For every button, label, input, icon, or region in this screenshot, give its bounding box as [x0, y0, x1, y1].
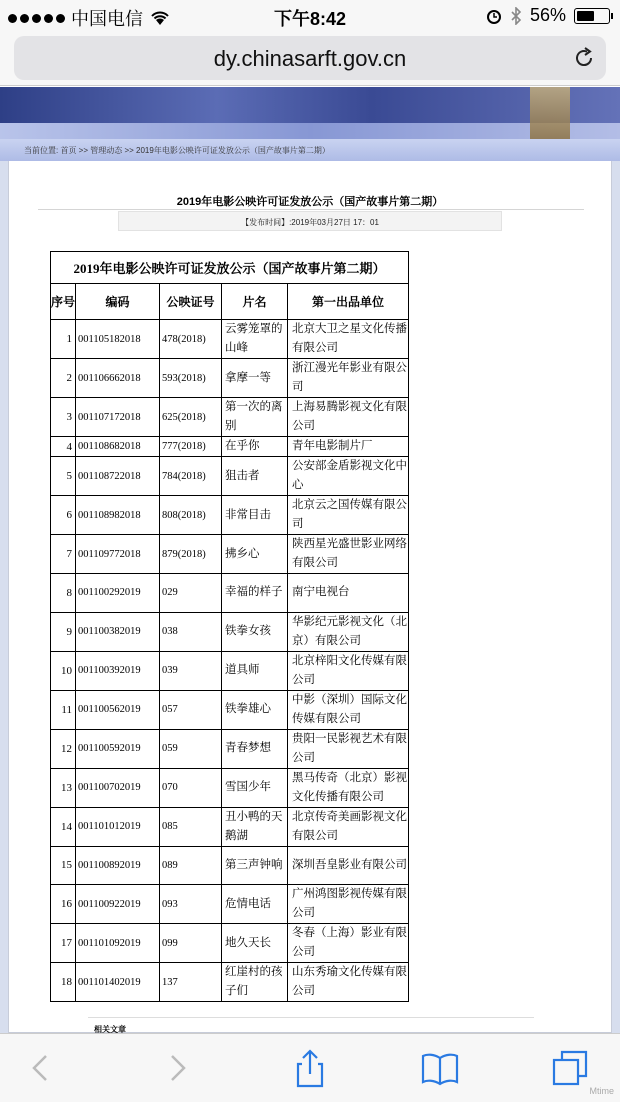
producer-cell: 北京梓阳文化传媒有限公司: [288, 651, 409, 690]
row-number-cell: 13: [51, 768, 76, 807]
related-articles-label: 相关文章: [88, 1017, 534, 1033]
table-row: [51, 612, 409, 651]
code-cell: 001101092019: [76, 924, 160, 963]
row-number-cell: 17: [51, 924, 76, 963]
row-number-cell: 7: [51, 535, 76, 574]
status-bar: [0, 0, 620, 32]
producer-cell: 浙江漫光年影业有限公司: [288, 359, 409, 398]
row-number-cell: 12: [51, 729, 76, 768]
bookmarks-icon[interactable]: [420, 1048, 460, 1088]
table-row: [51, 807, 409, 846]
license-cell: 029: [160, 574, 222, 613]
table-title: 2019年电影公映许可证发放公示（国产故事片第二期）: [51, 252, 409, 284]
producer-cell: 黑马传奇（北京）影视文化传播有限公司: [288, 768, 409, 807]
address-bar[interactable]: [14, 36, 606, 80]
license-cell: 059: [160, 729, 222, 768]
table-row: [51, 398, 409, 437]
license-cell: 099: [160, 924, 222, 963]
row-number-cell: 2: [51, 359, 76, 398]
license-cell: 070: [160, 768, 222, 807]
film-title-cell: 青春梦想: [222, 729, 288, 768]
producer-cell: 陕西星光盛世影业网络有限公司: [288, 535, 409, 574]
forward-icon[interactable]: [156, 1048, 196, 1088]
producer-cell: 南宁电视台: [288, 574, 409, 613]
film-title-cell: 第三声钟响: [222, 846, 288, 885]
producer-cell: 中影（深圳）国际文化传媒有限公司: [288, 690, 409, 729]
license-cell: 808(2018): [160, 496, 222, 535]
film-title-cell: 非常目击: [222, 496, 288, 535]
license-cell: 093: [160, 885, 222, 924]
film-title-cell: 丑小鸭的天鹅湖: [222, 807, 288, 846]
code-cell: 001106662018: [76, 359, 160, 398]
row-number-cell: 18: [51, 963, 76, 1002]
film-title-cell: 第一次的离别: [222, 398, 288, 437]
bluetooth-icon: [510, 7, 522, 25]
header-no: 序号: [51, 284, 76, 320]
code-cell: 001101402019: [76, 963, 160, 1002]
film-title-cell: 狙击者: [222, 457, 288, 496]
url-text[interactable]: dy.chinasarft.gov.cn: [213, 46, 407, 71]
producer-cell: 贵阳一民影视艺术有限公司: [288, 729, 409, 768]
license-cell: 593(2018): [160, 359, 222, 398]
table-row: [51, 496, 409, 535]
film-title-cell: 红崖村的孩子们: [222, 963, 288, 1002]
row-number-cell: 16: [51, 885, 76, 924]
license-cell: 057: [160, 690, 222, 729]
code-cell: 001100892019: [76, 846, 160, 885]
site-banner: [0, 87, 620, 139]
producer-cell: 北京传奇美画影视文化有限公司: [288, 807, 409, 846]
table-row: [51, 885, 409, 924]
header-license: 公映证号: [160, 284, 222, 320]
film-title-cell: 地久天长: [222, 924, 288, 963]
header-code: 编码: [76, 284, 160, 320]
producer-cell: 华影纪元影视文化（北京）有限公司: [288, 612, 409, 651]
table-body: [51, 320, 409, 1002]
film-title-cell: 幸福的样子: [222, 574, 288, 613]
battery-icon: [574, 8, 610, 24]
producer-cell: 北京云之国传媒有限公司: [288, 496, 409, 535]
publish-time: 【发布时间】:2019年03月27日 17：01: [118, 211, 502, 231]
table-row: [51, 846, 409, 885]
row-number-cell: 8: [51, 574, 76, 613]
license-cell: 137: [160, 963, 222, 1002]
carrier-label: 中国电信: [71, 9, 143, 29]
code-cell: 001108682018: [76, 437, 160, 457]
film-title-cell: 危情电话: [222, 885, 288, 924]
license-cell: 085: [160, 807, 222, 846]
header-film: 片名: [222, 284, 288, 320]
code-cell: 001101012019: [76, 807, 160, 846]
license-cell: 478(2018): [160, 320, 222, 359]
table-row: [51, 535, 409, 574]
code-cell: 001100702019: [76, 768, 160, 807]
code-cell: 001100382019: [76, 612, 160, 651]
table-row: [51, 320, 409, 359]
film-title-cell: 拿摩一等: [222, 359, 288, 398]
clock: 下午8:42: [273, 9, 347, 29]
code-cell: 001107172018: [76, 398, 160, 437]
film-title-cell: 雪国少年: [222, 768, 288, 807]
code-cell: 001100392019: [76, 651, 160, 690]
producer-cell: 广州鸿图影视传媒有限公司: [288, 885, 409, 924]
row-number-cell: 9: [51, 612, 76, 651]
row-number-cell: 4: [51, 437, 76, 457]
table-row: [51, 359, 409, 398]
film-title-cell: 铁拳女孩: [222, 612, 288, 651]
share-icon[interactable]: [290, 1048, 330, 1088]
table-row: [51, 651, 409, 690]
film-title-cell: 铁拳雄心: [222, 690, 288, 729]
article-title: 2019年电影公映许可证发放公示（国产故事片第二期）: [176, 196, 444, 208]
table-row: [51, 457, 409, 496]
producer-cell: 山东秀瑜文化传媒有限公司: [288, 963, 409, 1002]
breadcrumb[interactable]: 当前位置: 首页 >> 管理动态 >> 2019年电影公映许可证发放公示（国产故事片第二期）: [0, 139, 620, 161]
row-number-cell: 10: [51, 651, 76, 690]
code-cell: 001100562019: [76, 690, 160, 729]
code-cell: 001100922019: [76, 885, 160, 924]
table-row: [51, 729, 409, 768]
license-cell: 777(2018): [160, 437, 222, 457]
film-title-cell: 拂乡心: [222, 535, 288, 574]
producer-cell: 上海易腾影视文化有限公司: [288, 398, 409, 437]
divider: [38, 209, 584, 210]
web-page: [0, 87, 620, 1033]
safari-toolbar: [0, 1033, 620, 1102]
row-number-cell: 11: [51, 690, 76, 729]
license-cell: 784(2018): [160, 457, 222, 496]
tabs-icon[interactable]: [550, 1048, 590, 1088]
table-row: [51, 963, 409, 1002]
code-cell: 001109772018: [76, 535, 160, 574]
row-number-cell: 1: [51, 320, 76, 359]
header-unit: 第一出品单位: [288, 284, 409, 320]
code-cell: 001108982018: [76, 496, 160, 535]
address-bar-container: [0, 32, 620, 86]
code-cell: 001108722018: [76, 457, 160, 496]
alarm-icon: [486, 8, 502, 24]
code-cell: 001100292019: [76, 574, 160, 613]
back-icon[interactable]: [22, 1048, 62, 1088]
watermark: Mtime: [589, 1086, 614, 1096]
film-title-cell: 道具师: [222, 651, 288, 690]
producer-cell: 深圳吾皇影业有限公司: [288, 846, 409, 885]
license-cell: 039: [160, 651, 222, 690]
row-number-cell: 5: [51, 457, 76, 496]
table-row: [51, 768, 409, 807]
table-row: [51, 574, 409, 613]
license-cell: 879(2018): [160, 535, 222, 574]
code-cell: 001100592019: [76, 729, 160, 768]
license-cell: 625(2018): [160, 398, 222, 437]
row-number-cell: 6: [51, 496, 76, 535]
producer-cell: 青年电影制片厂: [288, 437, 409, 457]
reload-icon[interactable]: [572, 46, 596, 70]
producer-cell: 公安部金盾影视文化中心: [288, 457, 409, 496]
table-row: [51, 437, 409, 457]
producer-cell: 冬春（上海）影业有限公司: [288, 924, 409, 963]
row-number-cell: 15: [51, 846, 76, 885]
table-row: [51, 690, 409, 729]
film-title-cell: 在乎你: [222, 437, 288, 457]
license-table: [50, 251, 409, 1002]
producer-cell: 北京大卫之星文化传播有限公司: [288, 320, 409, 359]
license-cell: 038: [160, 612, 222, 651]
license-cell: 089: [160, 846, 222, 885]
battery-percent: 56%: [529, 5, 566, 25]
row-number-cell: 3: [51, 398, 76, 437]
row-number-cell: 14: [51, 807, 76, 846]
table-row: [51, 924, 409, 963]
film-title-cell: 云雾笼罩的山峰: [222, 320, 288, 359]
code-cell: 001105182018: [76, 320, 160, 359]
